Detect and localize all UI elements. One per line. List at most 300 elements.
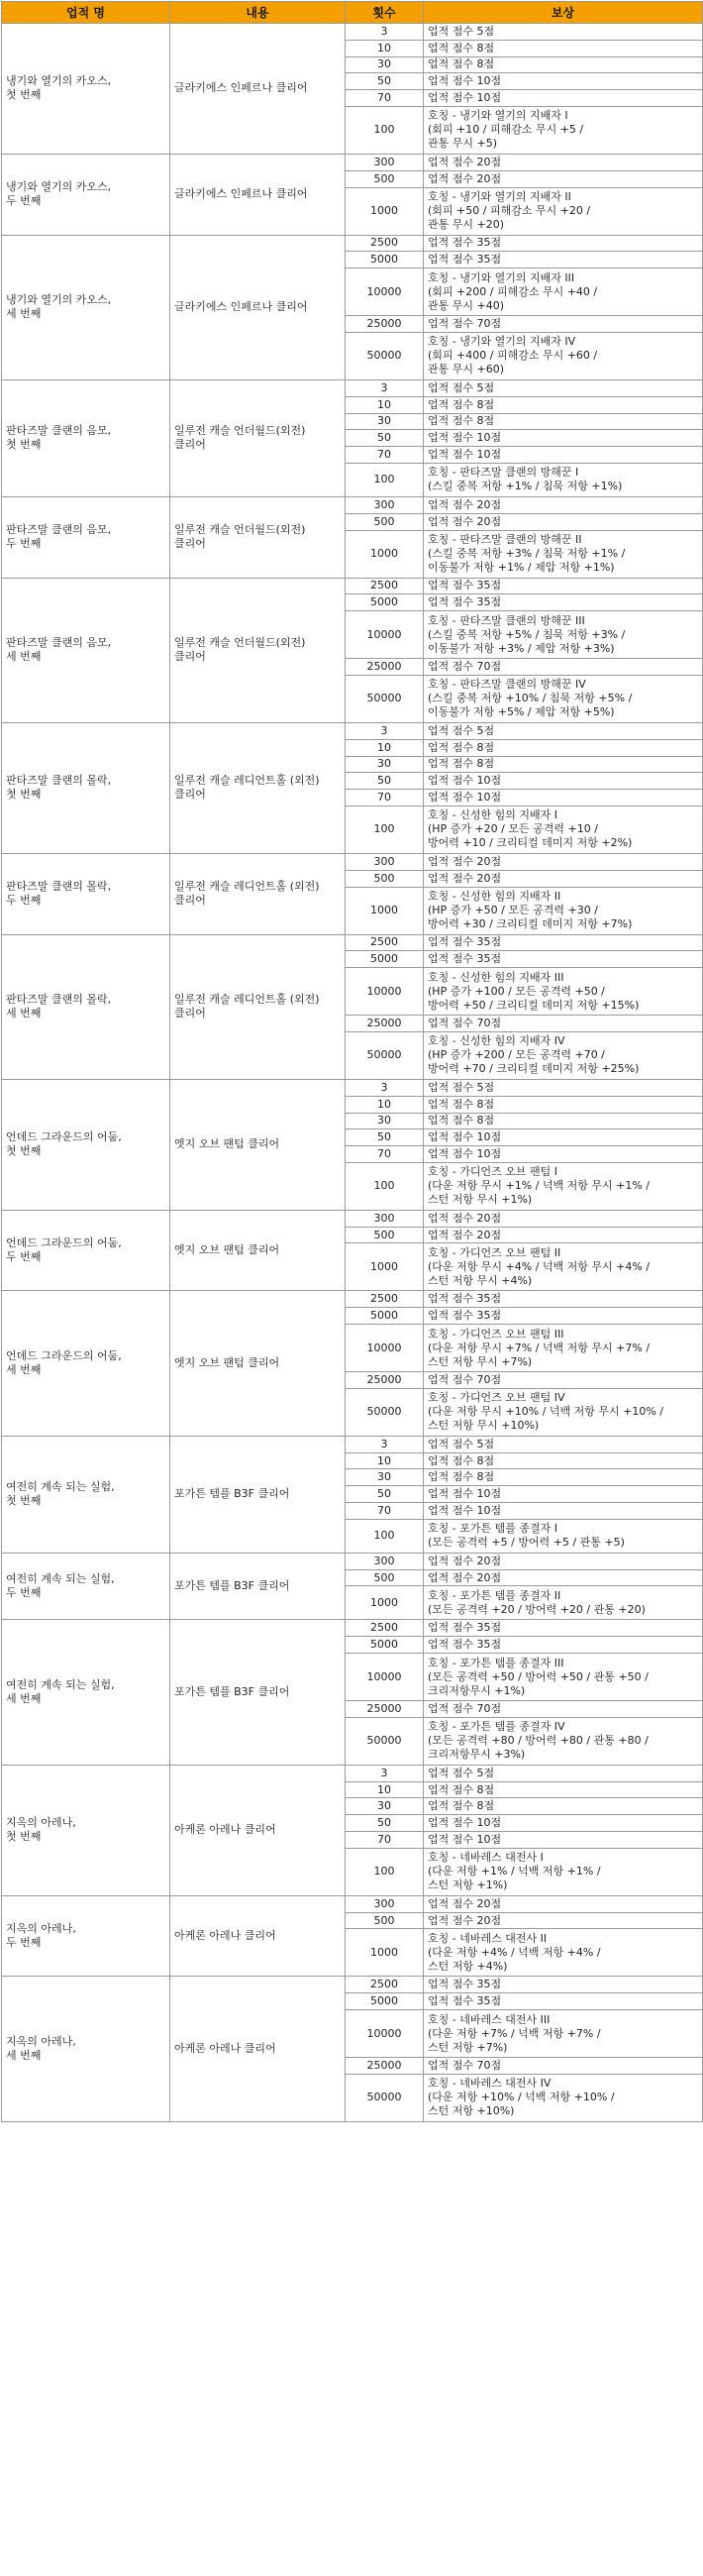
reward [424, 463, 703, 496]
reward-text: 업적 점수 10점 [428, 431, 502, 445]
reward [424, 1895, 703, 1912]
reward-text: 업적 점수 20점 [428, 1896, 502, 1910]
reward-text: 업적 점수 70점 [428, 317, 502, 331]
reward [424, 530, 703, 578]
reward [424, 2010, 703, 2058]
reward-text: 업적 점수 35점 [428, 1978, 502, 1991]
reward-text: 호칭 - 냉기와 열기의 지배자 II (회피 +50 / 피해감소 무시 +20 / 관통 무시 +20) [428, 190, 591, 232]
clear-count: 30 [346, 413, 424, 430]
achievement-table [1, 1, 703, 2122]
achievement-condition-text: 글라키에스 인페르나 클리어 [174, 300, 308, 314]
reward [424, 951, 703, 968]
reward-text: 업적 점수 35점 [428, 1292, 502, 1306]
table-row [2, 934, 703, 951]
clear-count: 25000 [346, 2058, 424, 2075]
clear-count: 10000 [346, 1325, 424, 1372]
achievement-name [2, 1079, 170, 1210]
clear-count: 25000 [346, 1372, 424, 1389]
clear-count: 25000 [346, 1016, 424, 1032]
reward-text: 호칭 - 네바레스 대전사 IV (다운 저항 +10% / 넉백 저항 +10% / 스턴 저항 +10%) [428, 2077, 615, 2118]
reward-text: 업적 점수 8점 [428, 1470, 495, 1484]
clear-count: 5000 [346, 594, 424, 611]
achievement-name [2, 578, 170, 722]
reward-text: 업적 점수 10점 [428, 1146, 502, 1160]
table-row [2, 24, 703, 41]
clear-count: 50000 [346, 2074, 424, 2121]
achievement-condition [170, 24, 346, 155]
clear-count: 10000 [346, 1654, 424, 1701]
clear-count: 500 [346, 1569, 424, 1586]
table-row [2, 722, 703, 739]
reward-text: 업적 점수 35점 [428, 253, 502, 267]
achievement-condition-text: 아케론 아레나 클리어 [174, 1929, 276, 1943]
reward-text: 업적 점수 35점 [428, 1638, 502, 1652]
achievement-condition-text: 아케론 아레나 클리어 [174, 2042, 276, 2056]
reward-text: 업적 점수 5점 [428, 723, 495, 737]
achievement-name-text: 지옥의 아레나, 세 번째 [6, 2035, 76, 2063]
clear-count: 2500 [346, 578, 424, 594]
achievement-name [2, 1436, 170, 1553]
reward [424, 1031, 703, 1079]
achievement-name-text: 언데드 그라운드의 어둠, 세 번째 [6, 1349, 122, 1377]
reward [424, 1162, 703, 1210]
clear-count: 500 [346, 170, 424, 187]
achievement-condition [170, 379, 346, 496]
reward [424, 1388, 703, 1436]
achievement-name [2, 1977, 170, 2121]
reward-text: 업적 점수 8점 [428, 1097, 495, 1111]
achievement-name [2, 722, 170, 853]
table-row [2, 1291, 703, 1308]
reward-text: 호칭 - 포가튼 템플 종결자 IV (모든 공격력 +80 / 방어력 +80 / 관통 +80 / 크리저항무시 +3%) [428, 1720, 649, 1762]
reward-text: 업적 점수 20점 [428, 854, 502, 868]
achievement-condition [170, 722, 346, 853]
clear-count: 1000 [346, 887, 424, 934]
reward [424, 2058, 703, 2075]
reward-text: 업적 점수 20점 [428, 1570, 502, 1584]
reward-text: 업적 점수 70점 [428, 660, 502, 674]
reward [424, 252, 703, 268]
reward [424, 1325, 703, 1372]
achievement-condition-text: 엣지 오브 팬텀 클리어 [174, 1243, 280, 1257]
clear-count: 300 [346, 1895, 424, 1912]
reward [424, 1717, 703, 1765]
achievement-name [2, 1291, 170, 1436]
reward [424, 1503, 703, 1520]
clear-count: 50 [346, 1486, 424, 1503]
clear-count: 50 [346, 430, 424, 447]
achievement-condition [170, 578, 346, 722]
achievement-condition [170, 853, 346, 934]
clear-count: 1000 [346, 187, 424, 235]
achievement-name-text: 언데드 그라운드의 어둠, 두 번째 [6, 1236, 122, 1264]
reward [424, 154, 703, 170]
achievement-condition [170, 1436, 346, 1553]
header-count: 횟수 [346, 2, 424, 24]
reward [424, 1486, 703, 1503]
achievement-condition [170, 1620, 346, 1765]
achievement-name [2, 1765, 170, 1895]
reward-text: 업적 점수 8점 [428, 41, 495, 54]
reward [424, 430, 703, 447]
reward [424, 1308, 703, 1325]
reward [424, 611, 703, 659]
reward [424, 1637, 703, 1654]
clear-count: 10 [346, 1781, 424, 1798]
reward-text: 업적 점수 10점 [428, 1130, 502, 1144]
clear-count: 100 [346, 1848, 424, 1895]
table-row [2, 1210, 703, 1227]
clear-count: 30 [346, 1469, 424, 1486]
achievement-condition-text: 포가튼 템플 B3F 클리어 [174, 1685, 290, 1699]
clear-count: 50 [346, 1129, 424, 1146]
reward-text: 업적 점수 10점 [428, 448, 502, 462]
clear-count: 1000 [346, 530, 424, 578]
achievement-name [2, 1553, 170, 1620]
reward [424, 1291, 703, 1308]
reward-text: 업적 점수 5점 [428, 1766, 495, 1779]
table-row [2, 578, 703, 594]
table-row [2, 853, 703, 870]
reward-text: 업적 점수 35점 [428, 1309, 502, 1323]
reward [424, 594, 703, 611]
reward-text: 업적 점수 20점 [428, 1211, 502, 1225]
reward [424, 56, 703, 73]
clear-count: 25000 [346, 1701, 424, 1718]
reward-text: 호칭 - 신성한 힘의 지배자 II (HP 증가 +50 / 모든 공격력 +30 / 방어력 +30 / 크리티컬 데미지 저항 +7%) [428, 890, 633, 931]
clear-count: 50000 [346, 1388, 424, 1436]
reward-text: 업적 점수 8점 [428, 414, 495, 428]
reward-text: 업적 점수 70점 [428, 1017, 502, 1029]
reward-text: 호칭 - 가디언즈 오브 팬텀 III (다운 저항 무시 +7% / 넉백 저항 무시 +7% / 스턴 저항 무시 +7%) [428, 1327, 651, 1368]
achievement-name-text: 판타즈말 클랜의 음모, 첫 번째 [6, 424, 112, 452]
reward-text: 업적 점수 8점 [428, 1782, 495, 1796]
clear-count: 2500 [346, 235, 424, 252]
reward [424, 1977, 703, 1993]
reward-text: 호칭 - 네바레스 대전사 II (다운 저항 +4% / 넉백 저항 +4% / 스턴 저항 +4%) [428, 1931, 601, 1973]
achievement-condition-text: 글라키에스 인페르나 클리어 [174, 187, 308, 201]
clear-count: 70 [346, 1832, 424, 1849]
reward [424, 268, 703, 316]
reward-text: 업적 점수 8점 [428, 57, 495, 71]
clear-count: 100 [346, 1519, 424, 1553]
table-row [2, 1977, 703, 1993]
achievement-name [2, 496, 170, 578]
reward [424, 1016, 703, 1032]
clear-count: 3 [346, 24, 424, 41]
reward-text: 업적 점수 70점 [428, 2058, 502, 2072]
clear-count: 300 [346, 496, 424, 513]
clear-count: 70 [346, 790, 424, 806]
reward [424, 1620, 703, 1637]
reward-text: 업적 점수 10점 [428, 1832, 502, 1846]
clear-count: 10 [346, 40, 424, 56]
achievement-condition [170, 1977, 346, 2121]
reward-text: 업적 점수 35점 [428, 579, 502, 592]
header-content: 내용 [170, 2, 346, 24]
reward [424, 1096, 703, 1113]
reward-text: 호칭 - 신성한 힘의 지배자 I (HP 증가 +20 / 모든 공격력 +10 / 방어력 +10 / 크리티컬 데미지 저항 +2%) [428, 808, 633, 850]
clear-count: 10 [346, 396, 424, 413]
reward-text: 업적 점수 8점 [428, 757, 495, 771]
reward-text: 업적 점수 8점 [428, 1453, 495, 1467]
reward-text: 업적 점수 35점 [428, 595, 502, 609]
achievement-name-text: 언데드 그라운드의 어둠, 첫 번째 [6, 1130, 122, 1158]
reward-text: 업적 점수 20점 [428, 1228, 502, 1241]
achievement-condition-text: 포가튼 템플 B3F 클리어 [174, 1487, 290, 1501]
reward-text: 호칭 - 가디언즈 오브 팬텀 IV (다운 저항 무시 +10% / 넉백 저항 무시 +10% / 스턴 저항 무시 +10%) [428, 1391, 664, 1433]
reward-text: 업적 점수 35점 [428, 1621, 502, 1635]
reward [424, 1210, 703, 1227]
clear-count: 2500 [346, 1620, 424, 1637]
reward-text: 업적 점수 10점 [428, 791, 502, 805]
reward-text: 업적 점수 20점 [428, 497, 502, 511]
achievement-name-text: 판타즈말 클랜의 음모, 세 번째 [6, 636, 112, 664]
clear-count: 50 [346, 773, 424, 790]
achievement-name-text: 판타즈말 클랜의 몰락, 세 번째 [6, 993, 112, 1020]
achievement-name [2, 379, 170, 496]
reward [424, 756, 703, 773]
achievement-condition [170, 1210, 346, 1291]
reward [424, 1993, 703, 2010]
clear-count: 5000 [346, 1993, 424, 2010]
reward-text: 호칭 - 판타즈말 클랜의 방해꾼 IV (스킬 중복 저항 +10% / 침묵 저항 +5% / 이동불가 저항 +5% / 제압 저항 +5%) [428, 678, 633, 719]
reward [424, 1436, 703, 1452]
achievement-condition [170, 496, 346, 578]
clear-count: 1000 [346, 1586, 424, 1620]
achievement-name-text: 여전히 계속 되는 실험, 세 번째 [6, 1678, 115, 1706]
reward [424, 934, 703, 951]
reward-text: 업적 점수 10점 [428, 74, 502, 88]
reward-text: 업적 점수 8점 [428, 740, 495, 754]
clear-count: 2500 [346, 934, 424, 951]
achievement-name [2, 24, 170, 155]
achievement-name [2, 1210, 170, 1291]
achievement-name-text: 지옥의 아레나, 첫 번째 [6, 1816, 76, 1844]
reward-text: 호칭 - 판타즈말 클랜의 방해꾼 II (스킬 중복 저항 +3% / 침묵 저항 +1% / 이동불가 저항 +1% / 제압 저항 +1%) [428, 533, 626, 575]
reward-text: 업적 점수 35점 [428, 952, 502, 966]
clear-count: 300 [346, 154, 424, 170]
clear-count: 5000 [346, 252, 424, 268]
achievement-condition-text: 일루전 캐슬 언더월드(외전) 클리어 [174, 424, 306, 452]
reward [424, 40, 703, 56]
reward [424, 1781, 703, 1798]
clear-count: 30 [346, 1798, 424, 1815]
clear-count: 5000 [346, 1637, 424, 1654]
clear-count: 3 [346, 379, 424, 396]
clear-count: 10000 [346, 2010, 424, 2058]
reward-text: 호칭 - 신성한 힘의 지배자 III (HP 증가 +100 / 모든 공격력 +50 / 방어력 +50 / 크리티컬 데미지 저항 +15%) [428, 970, 640, 1012]
reward [424, 1586, 703, 1620]
reward [424, 235, 703, 252]
reward-text: 업적 점수 35점 [428, 236, 502, 250]
achievement-condition-text: 글라키에스 인페르나 클리어 [174, 81, 308, 95]
reward [424, 968, 703, 1016]
clear-count: 50000 [346, 675, 424, 722]
achievement-condition [170, 1895, 346, 1977]
reward-text: 업적 점수 20점 [428, 155, 502, 168]
reward [424, 1815, 703, 1832]
reward-text: 업적 점수 5점 [428, 24, 495, 38]
reward [424, 1654, 703, 1701]
reward [424, 496, 703, 513]
table-row [2, 496, 703, 513]
achievement-condition-text: 일루전 캐슬 레디언트홀 (외전) 클리어 [174, 993, 320, 1020]
clear-count: 300 [346, 853, 424, 870]
reward [424, 887, 703, 934]
reward [424, 1569, 703, 1586]
reward-text: 업적 점수 20점 [428, 1554, 502, 1567]
reward-text: 업적 점수 5점 [428, 1437, 495, 1450]
clear-count: 30 [346, 56, 424, 73]
reward [424, 24, 703, 41]
achievement-condition [170, 1291, 346, 1436]
reward [424, 1452, 703, 1469]
reward-text: 호칭 - 가디언즈 오브 팬텀 II (다운 저항 무시 +4% / 넉백 저항 무시 +4% / 스턴 저항 무시 +4%) [428, 1245, 651, 1287]
reward-text: 업적 점수 70점 [428, 1701, 502, 1715]
reward-text: 업적 점수 5점 [428, 380, 495, 394]
reward [424, 2074, 703, 2121]
reward [424, 1113, 703, 1129]
achievement-condition-text: 일루전 캐슬 레디언트홀 (외전) 클리어 [174, 774, 320, 802]
reward [424, 1912, 703, 1929]
reward-text: 호칭 - 네바레스 대전사 I (다운 저항 +1% / 넉백 저항 +1% / 스턴 저항 +1%) [428, 1851, 601, 1892]
clear-count: 100 [346, 805, 424, 853]
reward [424, 187, 703, 235]
reward [424, 1129, 703, 1146]
reward [424, 722, 703, 739]
reward [424, 513, 703, 530]
reward-text: 호칭 - 냉기와 열기의 지배자 IV (회피 +400 / 피해감소 무시 +60 / 관통 무시 +60) [428, 335, 598, 376]
achievement-condition [170, 235, 346, 379]
achievement-name-text: 냉기와 열기의 카오스, 첫 번째 [6, 74, 112, 102]
reward-text: 호칭 - 포가튼 템플 종결자 II (모든 공격력 +20 / 방어력 +20 / 관통 +20) [428, 1588, 646, 1616]
reward [424, 332, 703, 379]
achievement-name-text: 여전히 계속 되는 실험, 첫 번째 [6, 1480, 115, 1508]
achievement-name [2, 1620, 170, 1765]
achievement-condition-text: 포가튼 템플 B3F 클리어 [174, 1579, 290, 1593]
reward-text: 호칭 - 판타즈말 클랜의 방해꾼 I (스킬 중복 저항 +1% / 침묵 저항 +1%) [428, 466, 623, 493]
reward [424, 853, 703, 870]
reward [424, 413, 703, 430]
reward-text: 업적 점수 35점 [428, 1994, 502, 2008]
clear-count: 10000 [346, 268, 424, 316]
reward-text: 호칭 - 가디언즈 오브 팬텀 I (다운 저항 무시 +1% / 넉백 저항 무시 +1% / 스턴 저항 무시 +1%) [428, 1165, 651, 1207]
reward [424, 870, 703, 887]
achievement-name-text: 냉기와 열기의 카오스, 두 번째 [6, 180, 112, 208]
clear-count: 5000 [346, 1308, 424, 1325]
reward [424, 90, 703, 107]
reward-text: 업적 점수 70점 [428, 1372, 502, 1386]
clear-count: 70 [346, 447, 424, 464]
clear-count: 2500 [346, 1977, 424, 1993]
reward [424, 106, 703, 154]
header-reward: 보상 [424, 2, 703, 24]
clear-count: 500 [346, 513, 424, 530]
reward [424, 805, 703, 853]
reward-text: 호칭 - 포가튼 템플 종결자 III (모든 공격력 +50 / 방어력 +50 / 관통 +50 / 크리저항무시 +1%) [428, 1656, 649, 1697]
reward-text: 업적 점수 10점 [428, 1503, 502, 1517]
table-header-row [2, 2, 703, 24]
clear-count: 3 [346, 1436, 424, 1452]
clear-count: 3 [346, 722, 424, 739]
clear-count: 10 [346, 739, 424, 756]
reward-text: 업적 점수 10점 [428, 1816, 502, 1830]
reward [424, 1227, 703, 1243]
reward [424, 1798, 703, 1815]
reward-text: 업적 점수 5점 [428, 1080, 495, 1094]
clear-count: 70 [346, 90, 424, 107]
clear-count: 30 [346, 756, 424, 773]
achievement-condition [170, 1079, 346, 1210]
achievement-condition [170, 1553, 346, 1620]
reward [424, 1848, 703, 1895]
clear-count: 1000 [346, 1929, 424, 1977]
reward [424, 170, 703, 187]
reward [424, 1701, 703, 1718]
reward-text: 업적 점수 8점 [428, 1114, 495, 1127]
achievement-condition-text: 엣지 오브 팬텀 클리어 [174, 1137, 280, 1151]
clear-count: 300 [346, 1553, 424, 1569]
achievement-name-text: 지옥의 아레나, 두 번째 [6, 1922, 76, 1950]
achievement-name [2, 1895, 170, 1977]
reward-text: 업적 점수 35점 [428, 935, 502, 949]
reward [424, 73, 703, 90]
reward-text: 업적 점수 20점 [428, 1913, 502, 1927]
reward [424, 1469, 703, 1486]
reward-text: 호칭 - 판타즈말 클랜의 방해꾼 III (스킬 중복 저항 +5% / 침묵 저항 +3% / 이동불가 저항 +3% / 제압 저항 +3%) [428, 613, 626, 655]
reward [424, 1372, 703, 1389]
table-body [2, 24, 703, 2122]
clear-count: 70 [346, 1146, 424, 1163]
reward [424, 1765, 703, 1781]
clear-count: 50000 [346, 1717, 424, 1765]
reward [424, 739, 703, 756]
clear-count: 3 [346, 1765, 424, 1781]
reward [424, 447, 703, 464]
achievement-condition-text: 엣지 오브 팬텀 클리어 [174, 1356, 280, 1370]
achievement-name [2, 853, 170, 934]
reward-text: 호칭 - 포가튼 템플 종결자 I (모든 공격력 +5 / 방어력 +5 / 관통 +5) [428, 1522, 625, 1550]
reward-text: 호칭 - 네바레스 대전사 III (다운 저항 +7% / 넉백 저항 +7% / 스턴 저항 +7%) [428, 2012, 601, 2054]
clear-count: 100 [346, 463, 424, 496]
achievement-condition-text: 일루전 캐슬 언더월드(외전) 클리어 [174, 523, 306, 551]
clear-count: 50 [346, 1815, 424, 1832]
reward-text: 호칭 - 냉기와 열기의 지배자 I (회피 +10 / 피해감소 무시 +5 / 관통 무시 +5) [428, 109, 584, 151]
clear-count: 300 [346, 1210, 424, 1227]
achievement-condition [170, 1765, 346, 1895]
reward-text: 업적 점수 20점 [428, 514, 502, 528]
reward [424, 379, 703, 396]
reward-text: 업적 점수 20점 [428, 871, 502, 885]
reward-text: 업적 점수 10점 [428, 1487, 502, 1501]
reward [424, 396, 703, 413]
reward [424, 1243, 703, 1291]
reward [424, 773, 703, 790]
reward-text: 업적 점수 10점 [428, 91, 502, 105]
table-row [2, 1765, 703, 1781]
table-row [2, 1895, 703, 1912]
achievement-condition-text: 일루전 캐슬 언더월드(외전) 클리어 [174, 636, 306, 664]
clear-count: 500 [346, 1912, 424, 1929]
achievement-name [2, 154, 170, 235]
reward [424, 578, 703, 594]
reward-text: 호칭 - 신성한 힘의 지배자 IV (HP 증가 +200 / 모든 공격력 +70 / 방어력 +70 / 크리티컬 데미지 저항 +25%) [428, 1034, 640, 1076]
clear-count: 1000 [346, 1243, 424, 1291]
clear-count: 50000 [346, 1031, 424, 1079]
reward [424, 1553, 703, 1569]
table-row [2, 1620, 703, 1637]
